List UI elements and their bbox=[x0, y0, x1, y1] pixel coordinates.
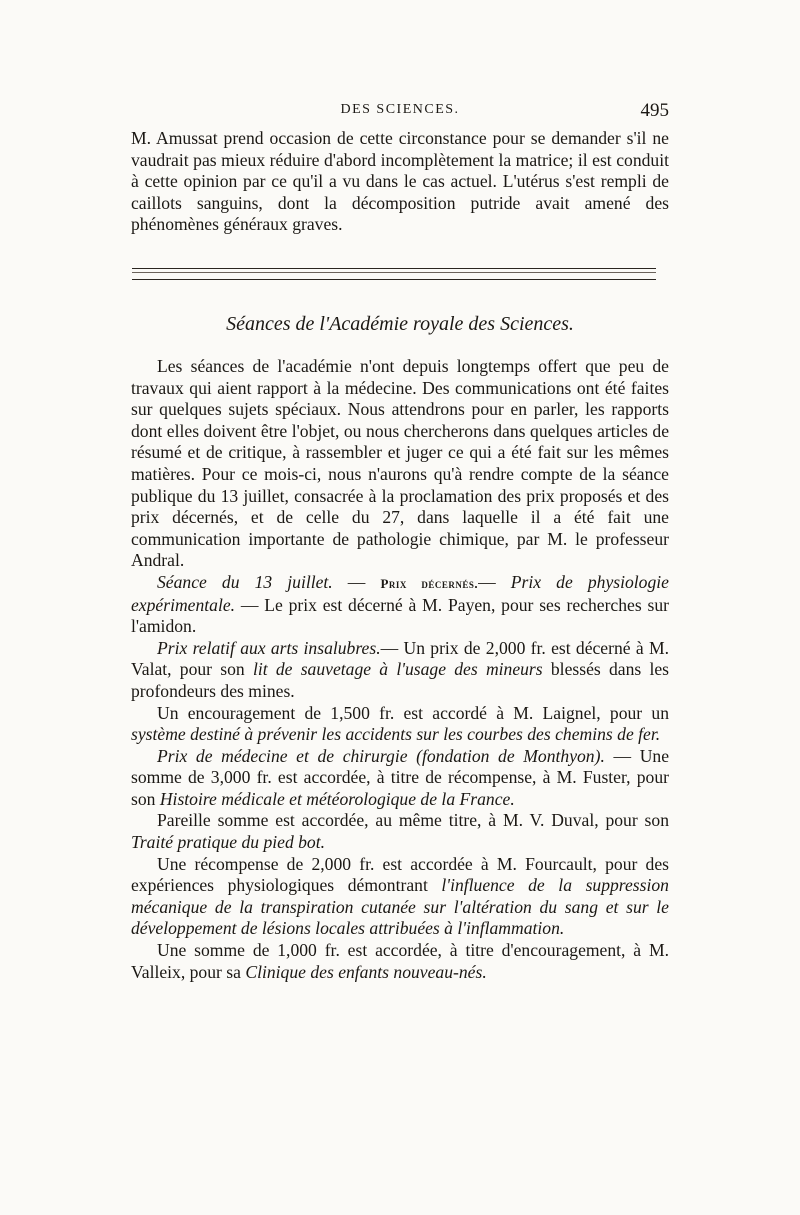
valleix-work-title: Clinique des enfants nouveau-nés. bbox=[245, 961, 487, 982]
duval-text: Pareille somme est accordée, au même titre, à M. V. Duval, pour son bbox=[157, 810, 669, 831]
page-number: 495 bbox=[640, 100, 669, 121]
section-title: Séances de l'Académie royale des Sciences. bbox=[226, 313, 574, 335]
paragraph-monthyon bbox=[131, 746, 669, 811]
paragraph-intro-seances: Les séances de l'académie n'ont depuis longtemps offert que peu de travaux qui aient rapport à la médecine. Des communications ont été faites sur quelques sujets spéciaux. Nous attendrons pour en parler, les rapports dont elles doivent être l'objet, ou nous chercherons dans quelques articles de résumé et de critique, à rassembler et juger ce qui a été fait sur les mêmes matières. Pour ce mois-ci, nous n'aurons qu'à rendre compte de la séance publique du 13 juillet, consacrée à la proclamation des prix proposés et des prix décernés, et de celle du 27, dans laquelle il a été fait une communication importante de pathologie chimique, par M. le professeur Andral. bbox=[131, 356, 669, 571]
page-header bbox=[131, 100, 669, 124]
main-text bbox=[131, 356, 669, 983]
arts-insalubres-end: blessés dans les profondeurs des mines. bbox=[131, 659, 669, 701]
running-head: DES SCIENCES. bbox=[340, 102, 460, 117]
monthyon-text: — Une somme de 3,000 fr. est accordée, à titre de récompense, à M. Fuster, pour son bbox=[131, 745, 670, 809]
monthyon-title: Prix de médecine et de chirurgie (fondation de Monthyon). bbox=[157, 745, 605, 766]
prix-physiologie-title: Prix de physiologie expérimentale. bbox=[131, 571, 669, 615]
arts-insalubres-text: — Un prix de 2,000 fr. est décerné à M. Valat, pour son bbox=[131, 637, 669, 680]
dash: — bbox=[332, 571, 381, 592]
paragraph-prix-physiologie bbox=[131, 572, 669, 638]
dash: — bbox=[478, 571, 511, 592]
paragraph-arts-insalubres bbox=[131, 638, 669, 703]
laignel-text: Un encouragement de 1,500 fr. est accordé à M. Laignel, pour un bbox=[157, 702, 669, 723]
duval-work-title: Traité pratique du pied bot. bbox=[131, 832, 326, 853]
prix-decernes-heading: Prix décernés. bbox=[380, 575, 479, 591]
paragraph-duval bbox=[131, 810, 669, 853]
fuster-work-title: Histoire médicale et météorologique de la France. bbox=[159, 788, 515, 809]
intro-paragraph: M. Amussat prend occasion de cette circonstance pour se demander s'il ne vaudrait pas mieux réduire d'abord incomplètement la matrice; il est conduit à cette opinion par ce qu'il a vu dans le cas actuel. L'utérus s'est rempli de caillots sanguins, dont la décomposition putride avait amené des phénomènes généraux graves. bbox=[131, 128, 669, 235]
paragraph-valleix bbox=[131, 940, 669, 983]
fourcault-text: Une récompense de 2,000 fr. est accordée à M. Fourcault, pour des expériences physiologiques démontrant bbox=[131, 853, 669, 896]
intro-text bbox=[131, 128, 669, 236]
valleix-text: Une somme de 1,000 fr. est accordée, à titre d'encouragement, à M. Valleix, pour sa bbox=[131, 940, 669, 982]
prix-physiologie-text: — Le prix est décerné à M. Payen, pour ses recherches sur l'amidon. bbox=[131, 594, 669, 637]
arts-insalubres-title: Prix relatif aux arts insalubres. bbox=[157, 637, 381, 658]
laignel-work-title: système destiné à prévenir les accidents sur les courbes des chemins de fer. bbox=[131, 724, 661, 745]
seance-date: Séance du 13 juillet. bbox=[157, 571, 333, 592]
fourcault-work-title: l'influence de la suppression mécanique de la transpiration cutanée sur l'altération du sang et sur le développement de lésions locales attribuées à l'inflammation. bbox=[131, 875, 669, 939]
valat-work-title: lit de sauvetage à l'usage des mineurs bbox=[252, 659, 543, 680]
paragraph-laignel bbox=[131, 703, 669, 746]
paragraph-fourcault bbox=[131, 854, 669, 940]
section-divider bbox=[132, 268, 656, 280]
